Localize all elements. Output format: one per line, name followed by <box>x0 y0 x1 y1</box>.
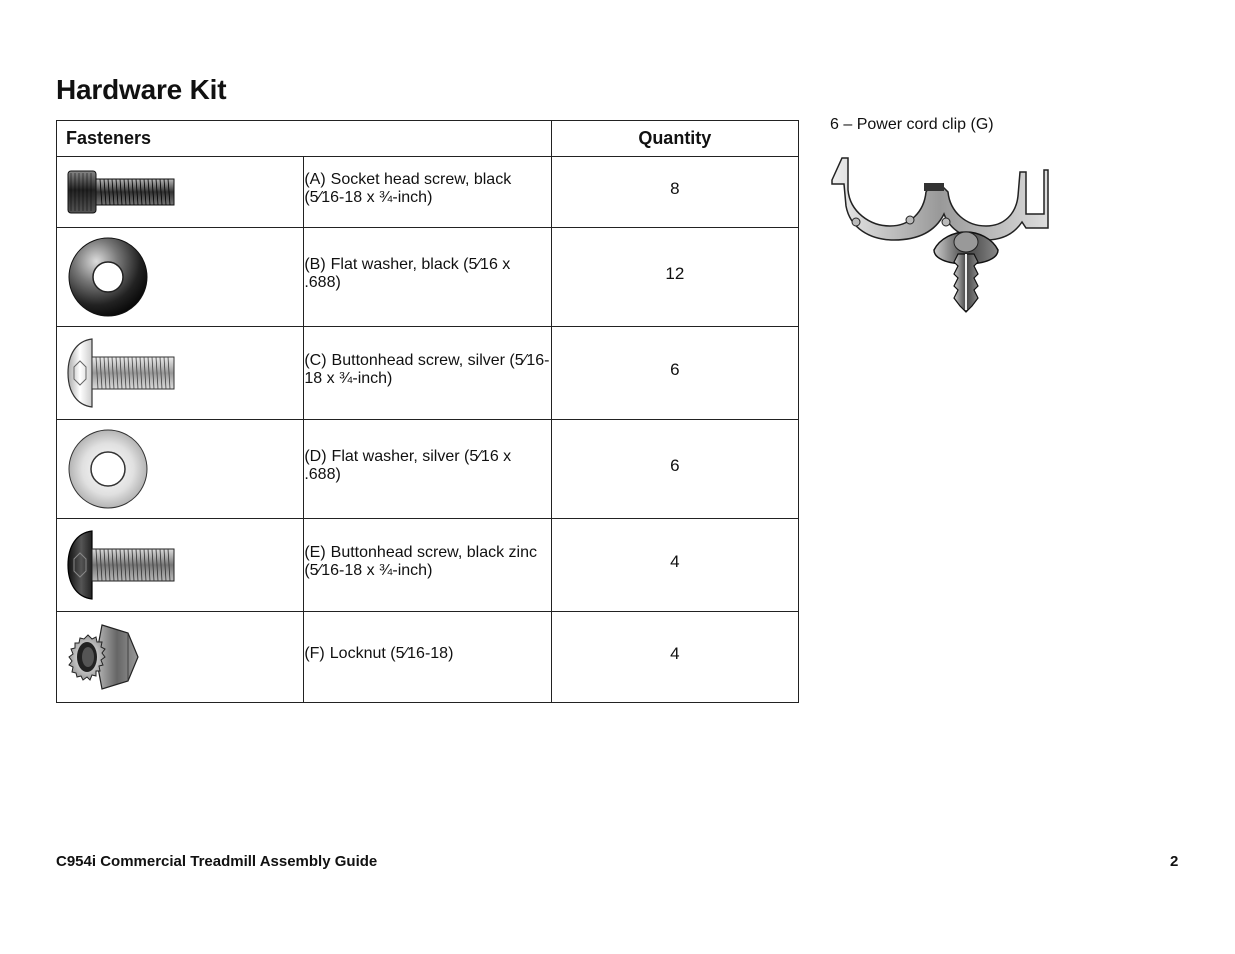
table-row <box>57 157 799 228</box>
fastener-description <box>304 157 551 228</box>
fastener-image-cell <box>57 157 304 228</box>
locknut-icon <box>66 619 146 695</box>
fastener-image-cell <box>57 327 304 420</box>
flat-washer-silver-icon <box>66 427 150 511</box>
power-cord-clip-icon <box>826 150 1052 316</box>
item-label: (F) <box>304 645 325 662</box>
table-row <box>57 612 799 703</box>
item-description: Buttonhead screw, silver (5⁄16-18 x ¾-inch) <box>304 352 550 387</box>
item-description: Locknut (5⁄16-18) <box>329 645 454 662</box>
item-description: Buttonhead screw, black zinc (5⁄16-18 x ¾-inch) <box>304 544 537 579</box>
fastener-description <box>304 420 551 519</box>
item-label: (A) <box>304 171 326 188</box>
table-header-row <box>57 121 799 157</box>
quantity-cell <box>551 228 798 327</box>
page-number: 2 <box>1170 853 1179 870</box>
fastener-description <box>304 228 551 327</box>
item-quantity: 4 <box>670 552 680 571</box>
buttonhead-screw-black-zinc-icon <box>66 527 178 603</box>
fastener-image-cell <box>57 420 304 519</box>
quantity-cell <box>551 157 798 228</box>
header-quantity: Quantity <box>551 121 798 157</box>
quantity-cell <box>551 519 798 612</box>
table-row <box>57 420 799 519</box>
fastener-description <box>304 327 551 420</box>
socket-head-screw-black-icon <box>66 167 178 217</box>
fastener-description <box>304 519 551 612</box>
item-description: Flat washer, black (5⁄16 x .688) <box>304 256 511 291</box>
item-label: (D) <box>304 448 327 465</box>
item-quantity: 4 <box>670 644 680 663</box>
item-quantity: 6 <box>670 456 680 475</box>
quantity-cell <box>551 327 798 420</box>
fastener-image-cell <box>57 519 304 612</box>
fastener-description <box>304 612 551 703</box>
item-quantity: 8 <box>670 179 680 198</box>
item-label: (C) <box>304 352 327 369</box>
page-title: Hardware Kit <box>56 74 227 105</box>
quantity-cell <box>551 612 798 703</box>
buttonhead-screw-silver-icon <box>66 335 178 411</box>
item-label: (E) <box>304 544 326 561</box>
power-cord-clip-label: 6 – Power cord clip (G) <box>830 116 994 133</box>
table-row <box>57 228 799 327</box>
flat-washer-black-icon <box>66 235 150 319</box>
footer-document-title: C954i Commercial Treadmill Assembly Guide <box>56 853 378 870</box>
quantity-cell <box>551 420 798 519</box>
fastener-image-cell <box>57 228 304 327</box>
table-row <box>57 519 799 612</box>
fastener-image-cell <box>57 612 304 703</box>
item-label: (B) <box>304 256 326 273</box>
header-fasteners: Fasteners <box>57 121 552 157</box>
hardware-table <box>56 120 799 703</box>
item-quantity: 12 <box>665 264 685 283</box>
item-description: Flat washer, silver (5⁄16 x .688) <box>304 448 512 483</box>
table-row <box>57 327 799 420</box>
item-description: Socket head screw, black (5⁄16-18 x ¾-inch) <box>304 171 512 206</box>
item-quantity: 6 <box>670 360 680 379</box>
